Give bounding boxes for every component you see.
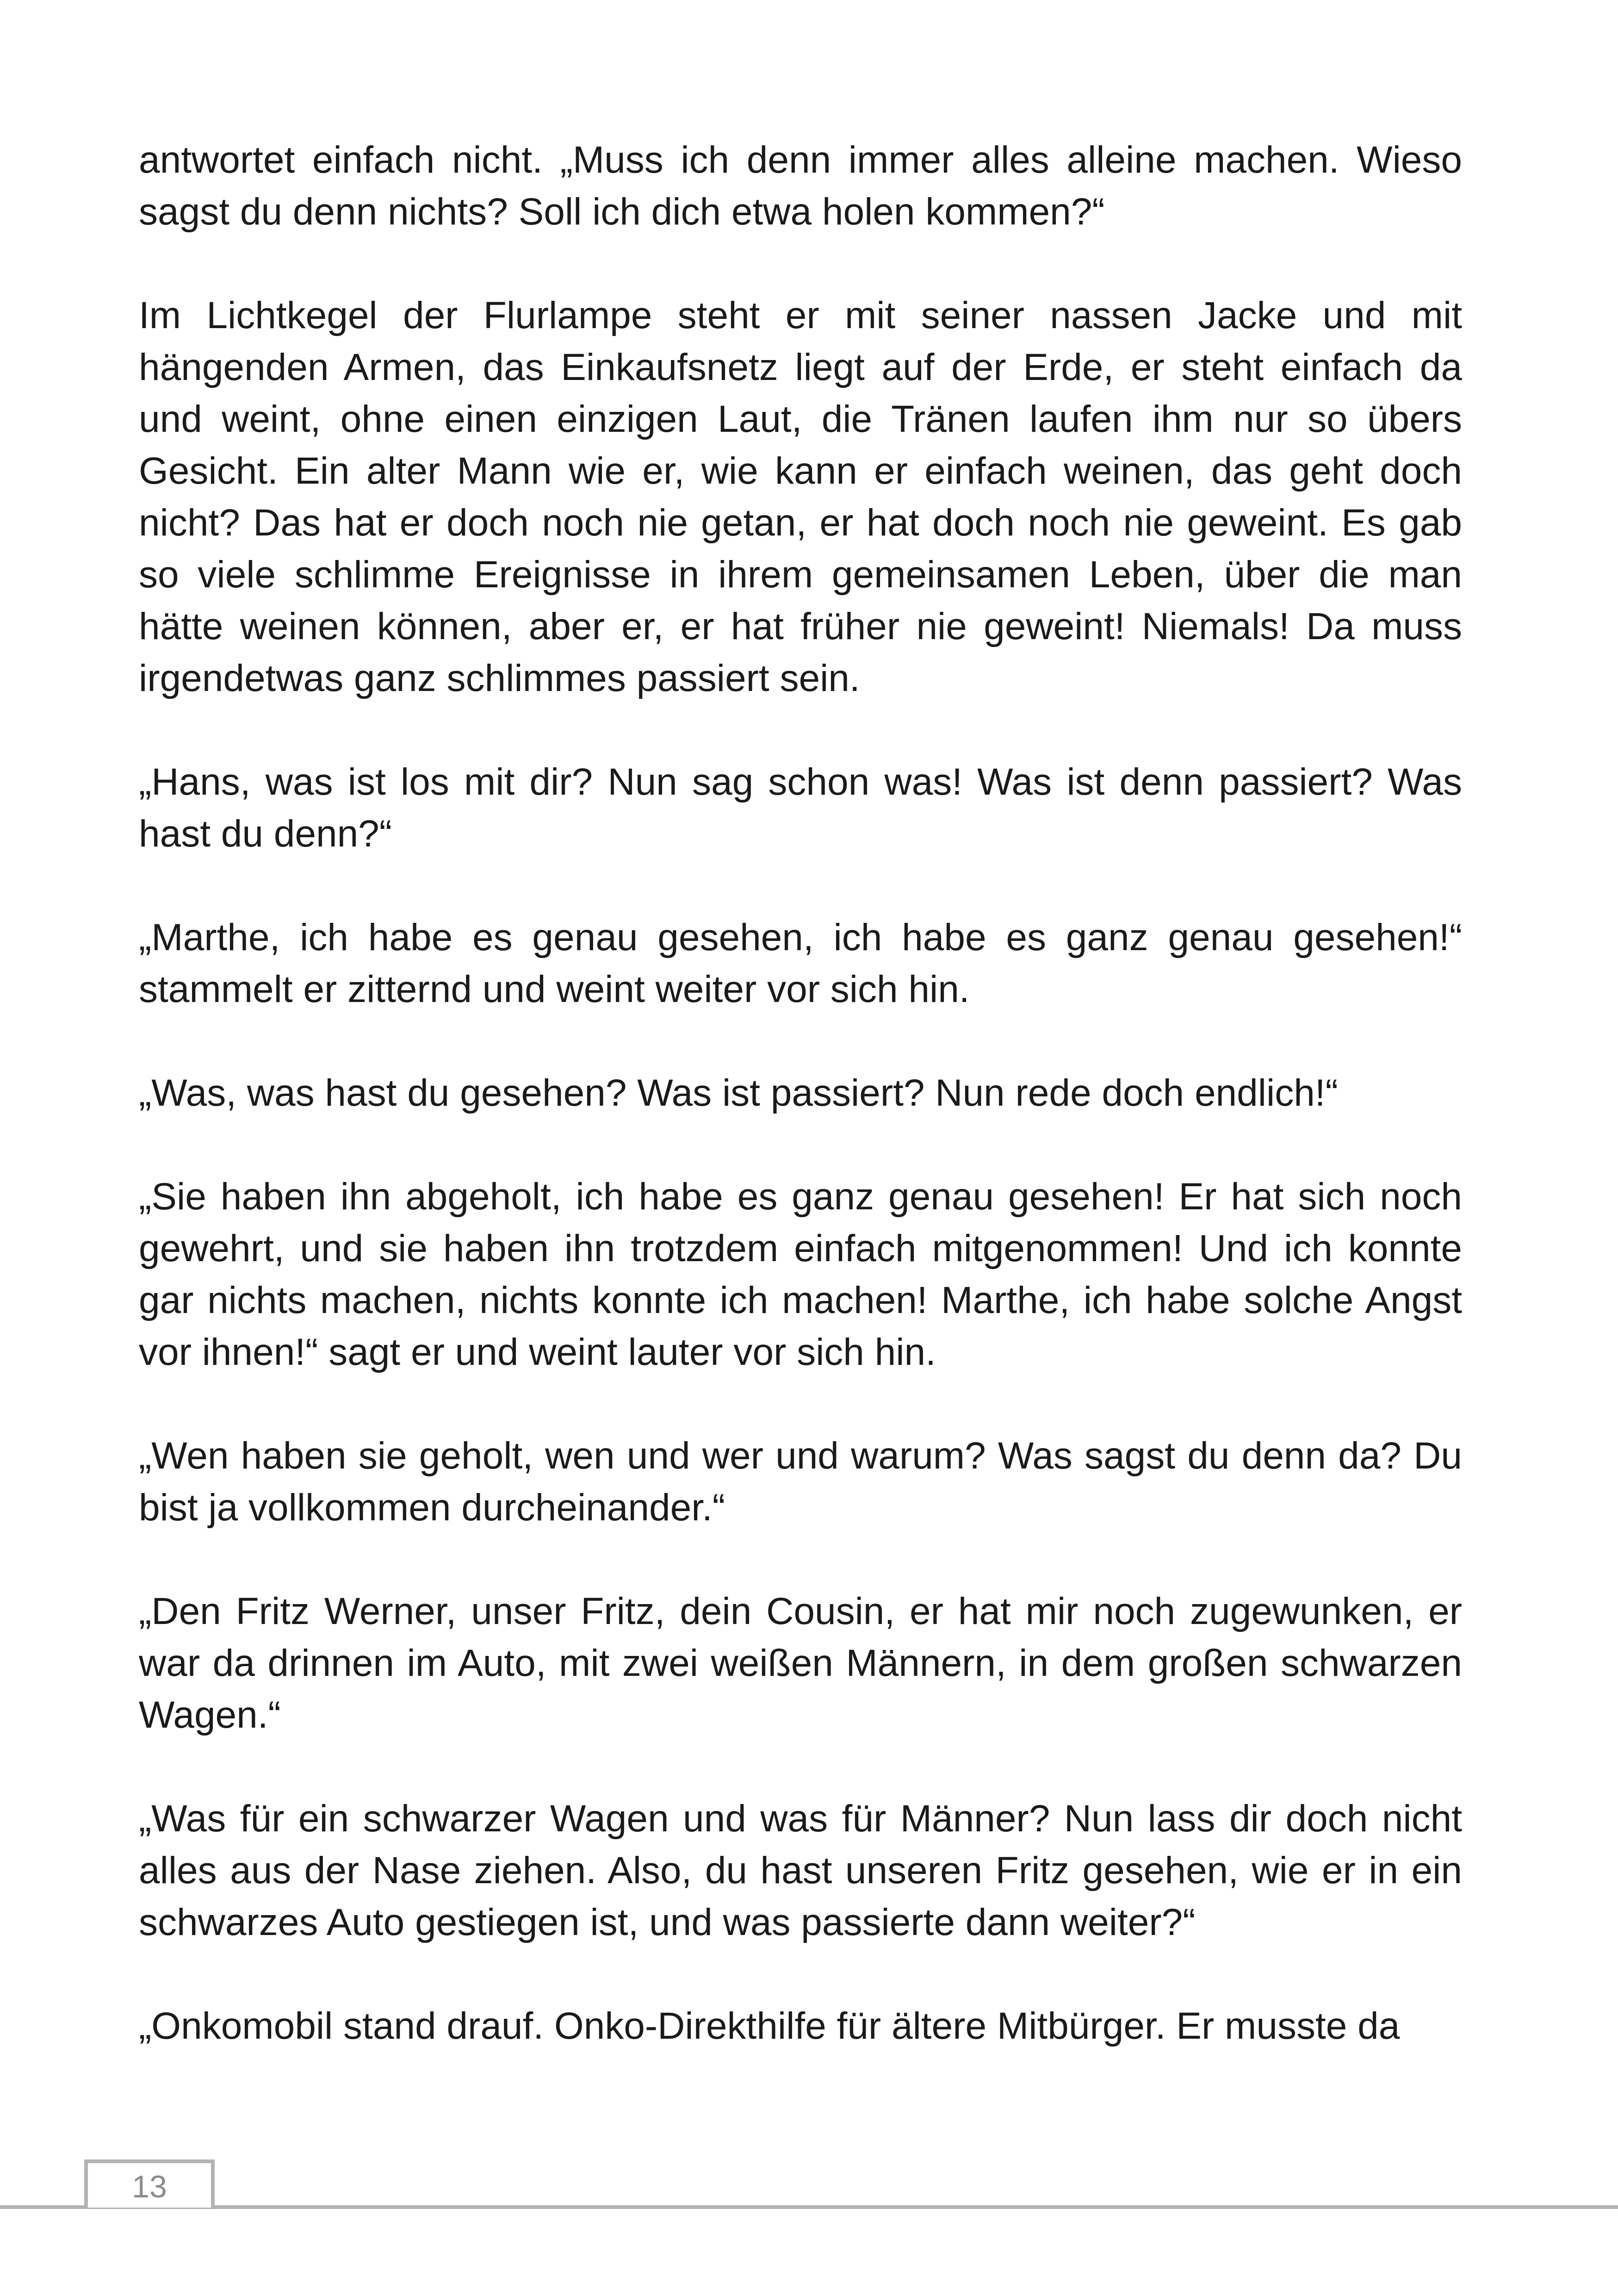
paragraph: „Hans, was ist los mit dir? Nun sag schon was! Was ist denn passiert? Was hast du denn?“ <box>139 761 1462 855</box>
paragraph: „Wen haben sie geholt, wen und wer und warum? Was sagst du denn da? Du bist ja vollkommen durcheinander.“ <box>139 1435 1462 1529</box>
footer-rule <box>0 2205 1618 2209</box>
paragraph: „Den Fritz Werner, unser Fritz, dein Cousin, er hat mir noch zugewunken, er war da drinnen im Auto, mit zwei weißen Männern, in dem großen schwarzen Wagen.“ <box>139 1590 1462 1736</box>
body-text <box>139 134 1462 2052</box>
paragraph: „Marthe, ich habe es genau gesehen, ich habe es ganz genau gesehen!“ stammelt er zitternd und weint weiter vor sich hin. <box>139 916 1462 1010</box>
paragraph: „Was für ein schwarzer Wagen und was für Männer? Nun lass dir doch nicht alles aus der Nase ziehen. Also, du hast unseren Fritz gesehen, wie er in ein schwarzes Auto gestiegen ist, und was passierte dann weiter?“ <box>139 1798 1462 1943</box>
paragraph: „Sie haben ihn abgeholt, ich habe es ganz genau gesehen! Er hat sich noch gewehrt, und sie haben ihn trotzdem einfach mitgenommen! Und ich konnte gar nichts machen, nichts konnte ich machen! Marthe, ich habe solche Angst vor ihnen!“ sagt er und weint lauter vor sich hin. <box>139 1176 1462 1373</box>
paragraph: antwortet einfach nicht. „Muss ich denn immer alles alleine machen. Wieso sagst du denn nichts? Soll ich dich etwa holen kommen?“ <box>139 139 1462 233</box>
paragraph: Im Lichtkegel der Flurlampe steht er mit seiner nassen Jacke und mit hängenden Armen, das Einkaufsnetz liegt auf der Erde, er steht einfach da und weint, ohne einen einzigen Laut, die Tränen laufen ihm nur so übers Gesicht. Ein alter Mann wie er, wie kann er einfach weinen, das geht doch nicht? Das hat er doch noch nie getan, er hat doch noch nie geweint. Es gab so viele schlimme Ereignisse in ihrem gemeinsamen Leben, über die man hätte weinen können, aber er, er hat früher nie geweint! Niemals! Da muss irgendetwas ganz schlimmes passiert sein. <box>139 294 1462 699</box>
page-number-tab <box>84 2159 215 2208</box>
page-number: 13 <box>132 2169 167 2204</box>
paragraph: „Was, was hast du gesehen? Was ist passiert? Nun rede doch endlich!“ <box>139 1072 1338 1114</box>
paragraph: „Onkomobil stand drauf. Onko-Direkthilfe für ältere Mitbürger. Er musste da <box>139 2005 1400 2047</box>
